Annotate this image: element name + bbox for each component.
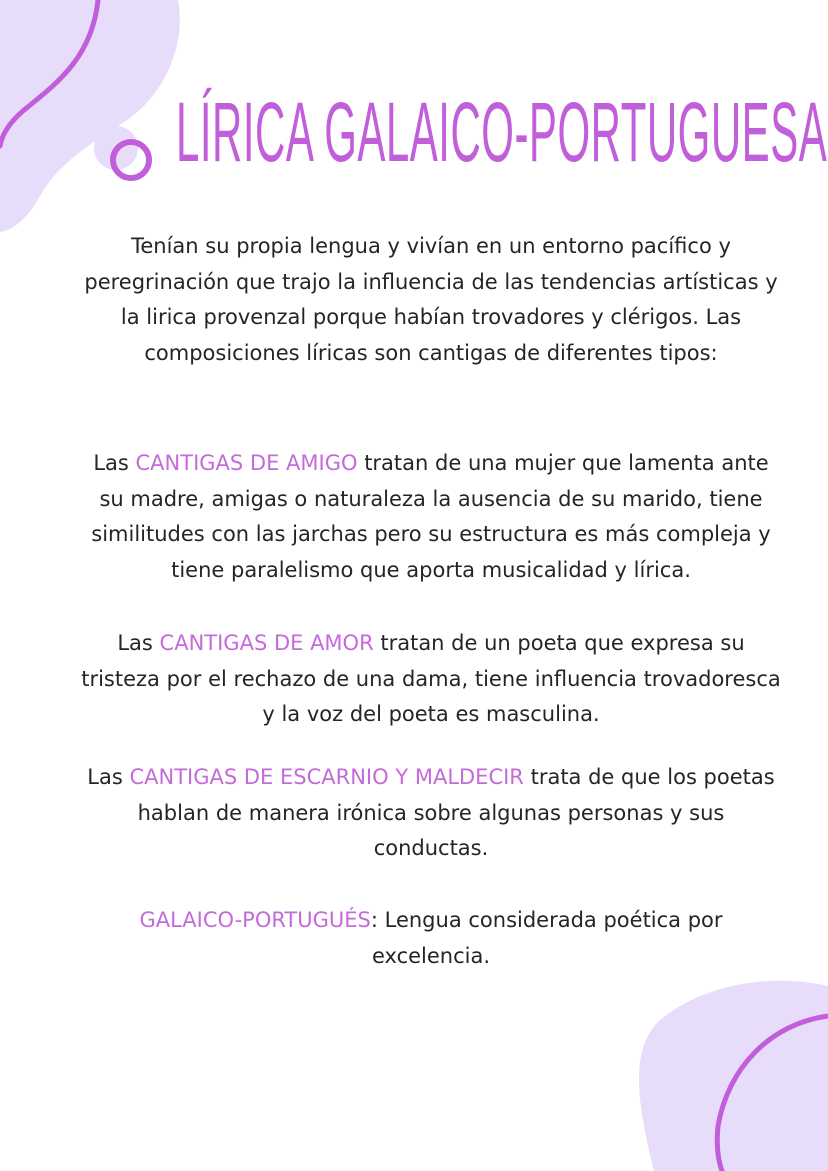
escarnio-description: trata de que los poetas hablan de manera irónica sobre algunas personas y sus conductas. [137,765,775,860]
lengua-description: : Lengua considerada poética por excelencia. [370,908,723,968]
amigo-term: CANTIGAS DE AMIGO [135,451,358,475]
lengua-paragraph [78,903,784,974]
amor-prefix: Las [117,631,160,655]
cantigas-escarnio-paragraph [78,760,784,867]
escarnio-prefix: Las [87,765,130,789]
intro-paragraph: Tenían su propia lengua y vivían en un entorno pacífico y peregrinación que trajo la influencia de las tendencias artísticas y la lirica provenzal porque habían trovadores y clérigos. Las composiciones líricas son cantigas de diferentes tipos: [84,234,778,365]
amor-description: tratan de un poeta que expresa su tristeza por el rechazo de una dama, tiene influencia trovadoresca y la voz del poeta es masculina. [81,631,781,726]
amor-term: CANTIGAS DE AMOR [159,631,374,655]
cantigas-amigo-paragraph [78,446,784,588]
lengua-term: GALAICO-PORTUGUÉS [139,908,371,932]
bottom-right-blob [639,981,828,1171]
amigo-prefix: Las [93,451,136,475]
amigo-description: tratan de una mujer que lamenta ante su madre, amigas o naturaleza la ausencia de su marido, tiene similitudes con las jarchas pero su estructura es más compleja y tiene paralelismo que aporta musicalidad y lírica. [91,451,771,582]
cantigas-amor-paragraph [78,626,784,733]
escarnio-term: CANTIGAS DE ESCARNIO Y MALDECIR [129,765,524,789]
page-title: LÍRICA GALAICO-PORTUGUESA [176,85,828,179]
